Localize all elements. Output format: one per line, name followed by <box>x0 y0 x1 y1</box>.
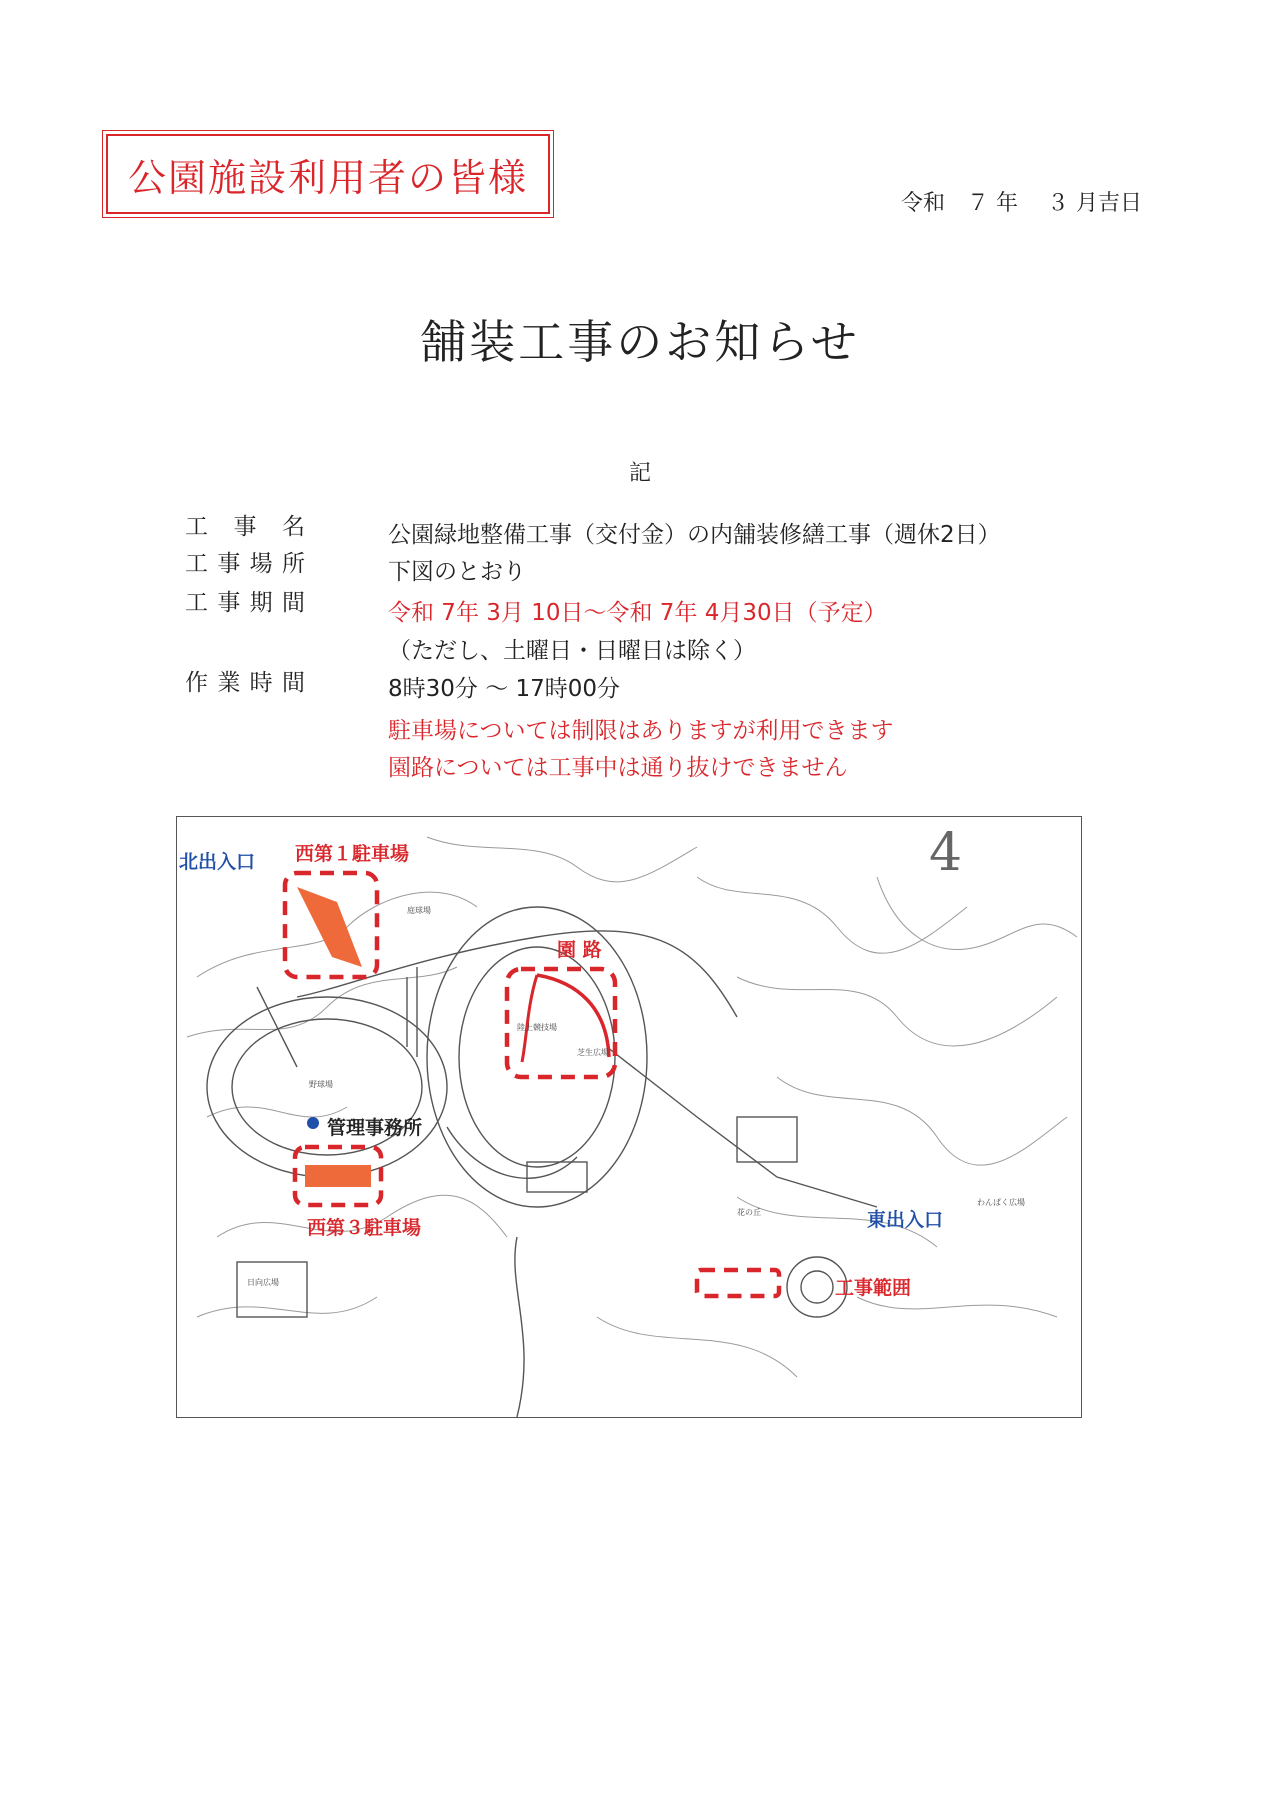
plaza-label: 芝生広場 <box>577 1048 609 1057</box>
road-line <box>607 1047 877 1207</box>
work-period-label: 工事期間 <box>185 590 305 616</box>
work-name-value: 公園緑地整備工事（交付金）の内舗装修繕工事（週休2日） <box>388 522 1001 548</box>
road-line <box>515 1237 524 1417</box>
contour-line <box>877 877 1077 949</box>
contour-line <box>737 977 1057 1046</box>
path-note: 園路については工事中は通り抜けできません <box>388 755 848 781</box>
roundabout-inner <box>801 1271 833 1303</box>
park-path-label: 園 路 <box>557 939 602 961</box>
north-entrance-label: 北出入口 <box>179 851 256 873</box>
issue-date: 令和 ７ 年 ３ 月吉日 <box>901 191 1142 216</box>
work-place-value: 下図のとおり <box>388 559 526 585</box>
west1-orange-area <box>297 887 362 967</box>
west1-parking-label: 西第１駐車場 <box>295 843 410 865</box>
legend-label: 工事範囲 <box>835 1277 912 1299</box>
work-hours-value: 8時30分 ～ 17時00分 <box>388 676 621 702</box>
contour-line <box>857 1297 1057 1317</box>
contour-line <box>207 1107 347 1117</box>
wanpaku-label: わんぱく広場 <box>977 1198 1025 1207</box>
office-marker <box>307 1117 319 1129</box>
track-label: 陸上競技場 <box>517 1023 557 1032</box>
road-line <box>297 931 737 1017</box>
contour-line <box>597 1317 797 1377</box>
map-drawing <box>177 817 1083 1419</box>
lower-plaza-label: 日向広場 <box>247 1278 279 1287</box>
road-line <box>447 1127 577 1178</box>
notice-badge: 公園施設利用者の皆様 <box>106 134 550 214</box>
parking-note: 駐車場については制限はありますが利用できます <box>388 718 894 744</box>
contour-line <box>427 837 697 882</box>
contour-line <box>197 1297 377 1317</box>
west3-orange-area <box>305 1165 371 1187</box>
building <box>737 1117 797 1162</box>
path-red-line <box>537 975 609 1057</box>
work-place-label: 工事場所 <box>185 551 305 577</box>
east-entrance-label: 東出入口 <box>867 1209 944 1231</box>
work-hours-label: 作業時間 <box>185 670 305 696</box>
west3-parking-label: 西第３駐車場 <box>307 1217 422 1239</box>
page-number: 4 <box>929 823 963 883</box>
page-title: 舗装工事のお知らせ <box>420 315 860 369</box>
work-period-value: 令和 7年 3月 10日～令和 7年 4月30日（予定） <box>388 600 887 626</box>
contour-line <box>777 1077 1067 1165</box>
ki-heading: 記 <box>628 461 651 486</box>
work-name-label: 工事名 <box>185 514 305 540</box>
work-period-note: （ただし、土曜日・日曜日は除く） <box>388 638 756 664</box>
site-map <box>176 816 1082 1418</box>
office-label: 管理事務所 <box>327 1117 423 1139</box>
tennis-label: 庭球場 <box>407 906 431 915</box>
flower-label: 花の丘 <box>737 1208 761 1217</box>
legend-dash-box <box>697 1270 779 1296</box>
path-red-line <box>522 975 537 1062</box>
baseball-label: 野球場 <box>309 1080 333 1089</box>
